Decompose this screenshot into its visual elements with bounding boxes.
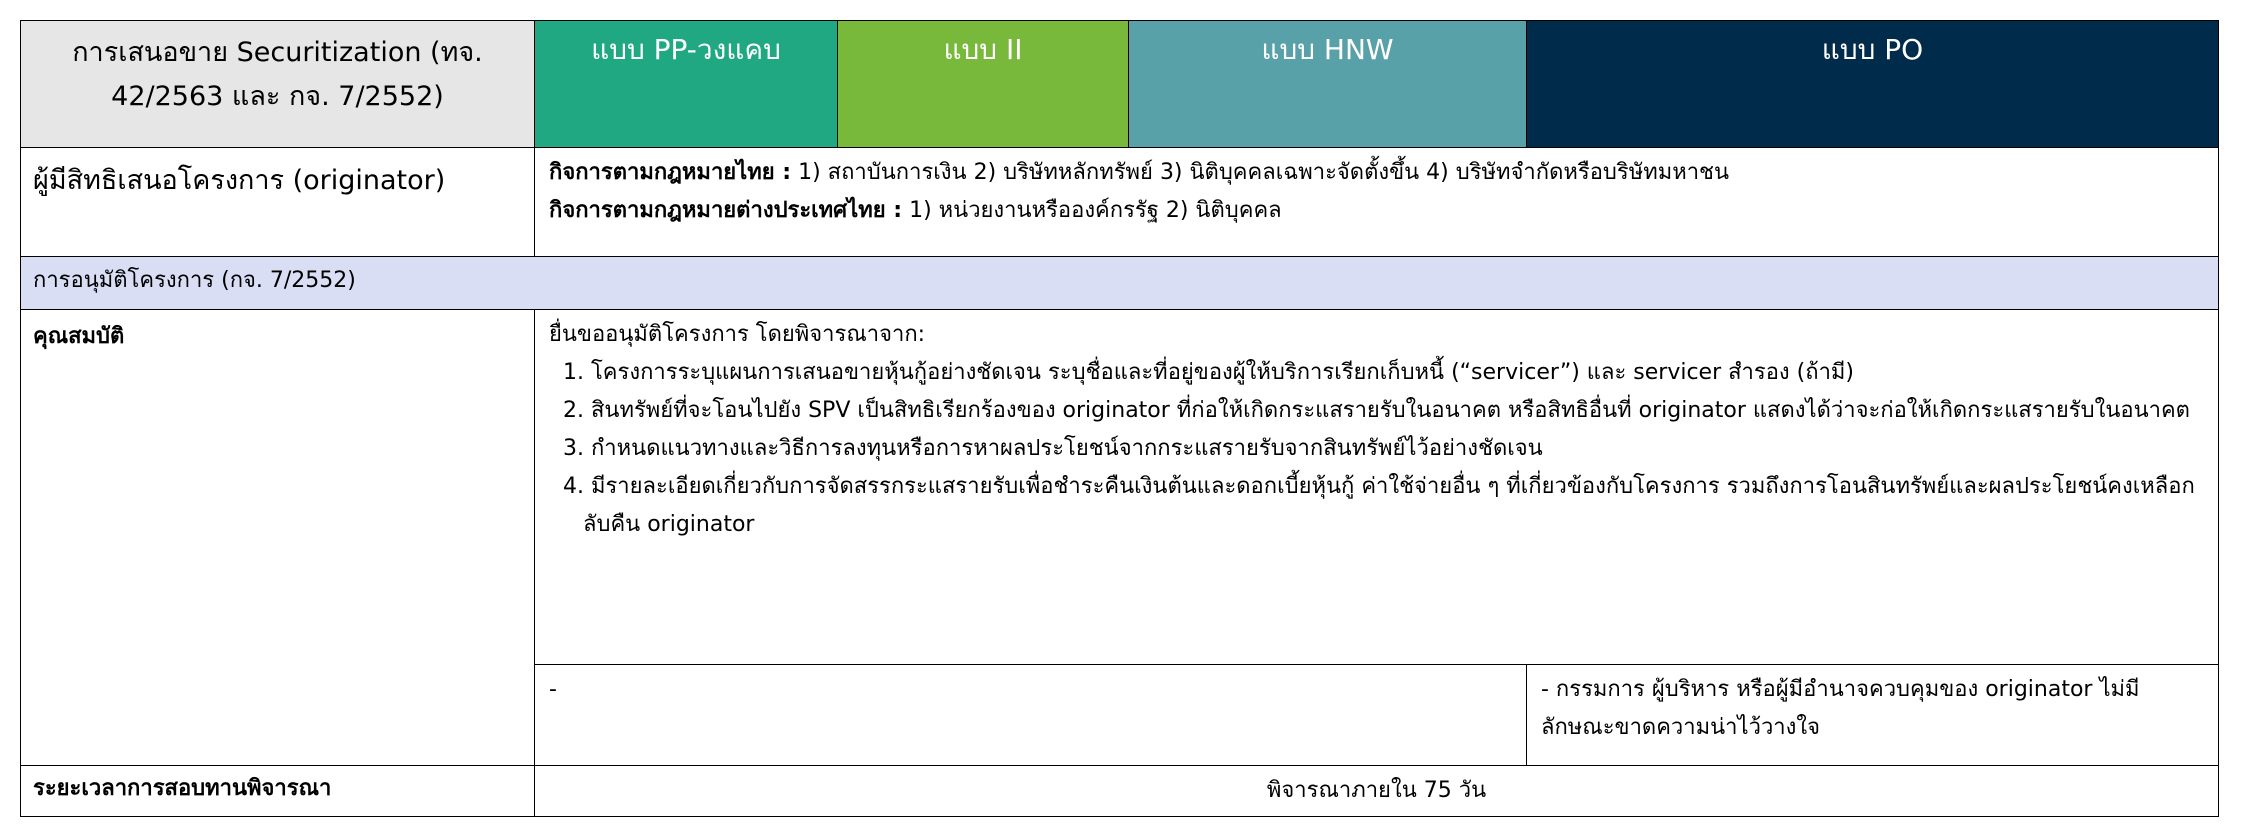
review-value-cell (535, 766, 2219, 817)
qualification-sub-right (1527, 665, 2219, 766)
originator-row (21, 148, 2219, 257)
qualification-intro: ยื่นขออนุมัติโครงการ โดยพิจารณาจาก: (549, 322, 926, 347)
qualification-item-4: 4. มีรายละเอียดเกี่ยวกับการจัดสรรกระแสรายรับเพื่อชำระคืนเงินต้นและดอกเบี้ยหุ้นกู้ ค่าใช้จ่ายอื่น ๆ ที่เกี่ยวข้องกับโครงการ รวมถึงการโอนสินทรัพย์และผลประโยชน์คงเหลือกลับคืน originator (563, 474, 2195, 537)
approval-section-title (21, 257, 2219, 310)
qualification-label: คุณสมบัติ (33, 324, 125, 349)
qualification-sub-left-text: - (549, 677, 557, 702)
qualification-item-3: 3. กำหนดแนวทางและวิธีการลงทุนหรือการหาผลประโยชน์จากกระแสรายรับจากสินทรัพย์ไว้อย่างชัดเจน (563, 436, 1543, 461)
review-label: ระยะเวลาการสอบทานพิจารณา (33, 776, 332, 801)
review-row (21, 766, 2219, 817)
qualification-item-2: 2. สินทรัพย์ที่จะโอนไปยัง SPV เป็นสิทธิเรียกร้องของ originator ที่ก่อให้เกิดกระแสรายรับในอนาคต หรือสิทธิอื่นที่ originator แสดงได้ว่าจะก่อให้เกิดกระแสรายรับในอนาคต (563, 398, 2190, 423)
review-value: พิจารณาภายใน 75 วัน (1266, 778, 1487, 803)
header-pp-label: แบบ PP-วงแคบ (591, 33, 781, 66)
header-ii (838, 21, 1129, 148)
header-title: การเสนอขาย Securitization (ทจ. 42/2563 และ กจ. 7/2552) (72, 37, 483, 112)
header-hnw (1129, 21, 1527, 148)
originator-content (535, 148, 2219, 257)
foreign-law-text: 1) หน่วยงานหรือองค์กรรัฐ 2) นิติบุคคล (909, 198, 1282, 223)
qualification-content (535, 310, 2219, 665)
header-pp (535, 21, 838, 148)
review-label-cell (21, 766, 535, 817)
qualification-row (21, 310, 2219, 665)
header-hnw-label: แบบ HNW (1261, 33, 1394, 66)
thai-law-label: กิจการตามกฎหมายไทย : (549, 160, 792, 185)
qualification-label-cell (21, 310, 535, 766)
approval-section-row (21, 257, 2219, 310)
originator-label-cell (21, 148, 535, 257)
header-ii-label: แบบ II (943, 33, 1023, 66)
header-row (21, 21, 2219, 148)
qualification-item-1: 1. โครงการระบุแผนการเสนอขายหุ้นกู้อย่างชัดเจน ระบุชื่อและที่อยู่ของผู้ให้บริการเรียกเก็บหนี้ (“servicer”) และ servicer สำรอง (ถ้ามี) (563, 360, 1855, 385)
foreign-law-label: กิจการตามกฎหมายต่างประเทศไทย : (549, 198, 903, 223)
header-po (1527, 21, 2219, 148)
originator-label: ผู้มีสิทธิเสนอโครงการ (originator) (33, 165, 446, 196)
qualification-sub-left (535, 665, 1527, 766)
foreign-law-line (549, 192, 2204, 230)
approval-section-label: การอนุมัติโครงการ (กจ. 7/2552) (33, 268, 356, 293)
thai-law-text: 1) สถาบันการเงิน 2) บริษัทหลักทรัพย์ 3) นิติบุคคลเฉพาะจัดตั้งขึ้น 4) บริษัทจำกัดหรือบริษัทมหาชน (798, 160, 1730, 185)
qualification-sub-right-text: - กรรมการ ผู้บริหาร หรือผู้มีอำนาจควบคุมของ originator ไม่มีลักษณะขาดความน่าไว้วางใจ (1541, 677, 2140, 740)
header-title-cell (21, 21, 535, 148)
thai-law-line (549, 154, 2204, 192)
header-po-label: แบบ PO (1821, 33, 1924, 66)
securitization-table (20, 20, 2219, 817)
